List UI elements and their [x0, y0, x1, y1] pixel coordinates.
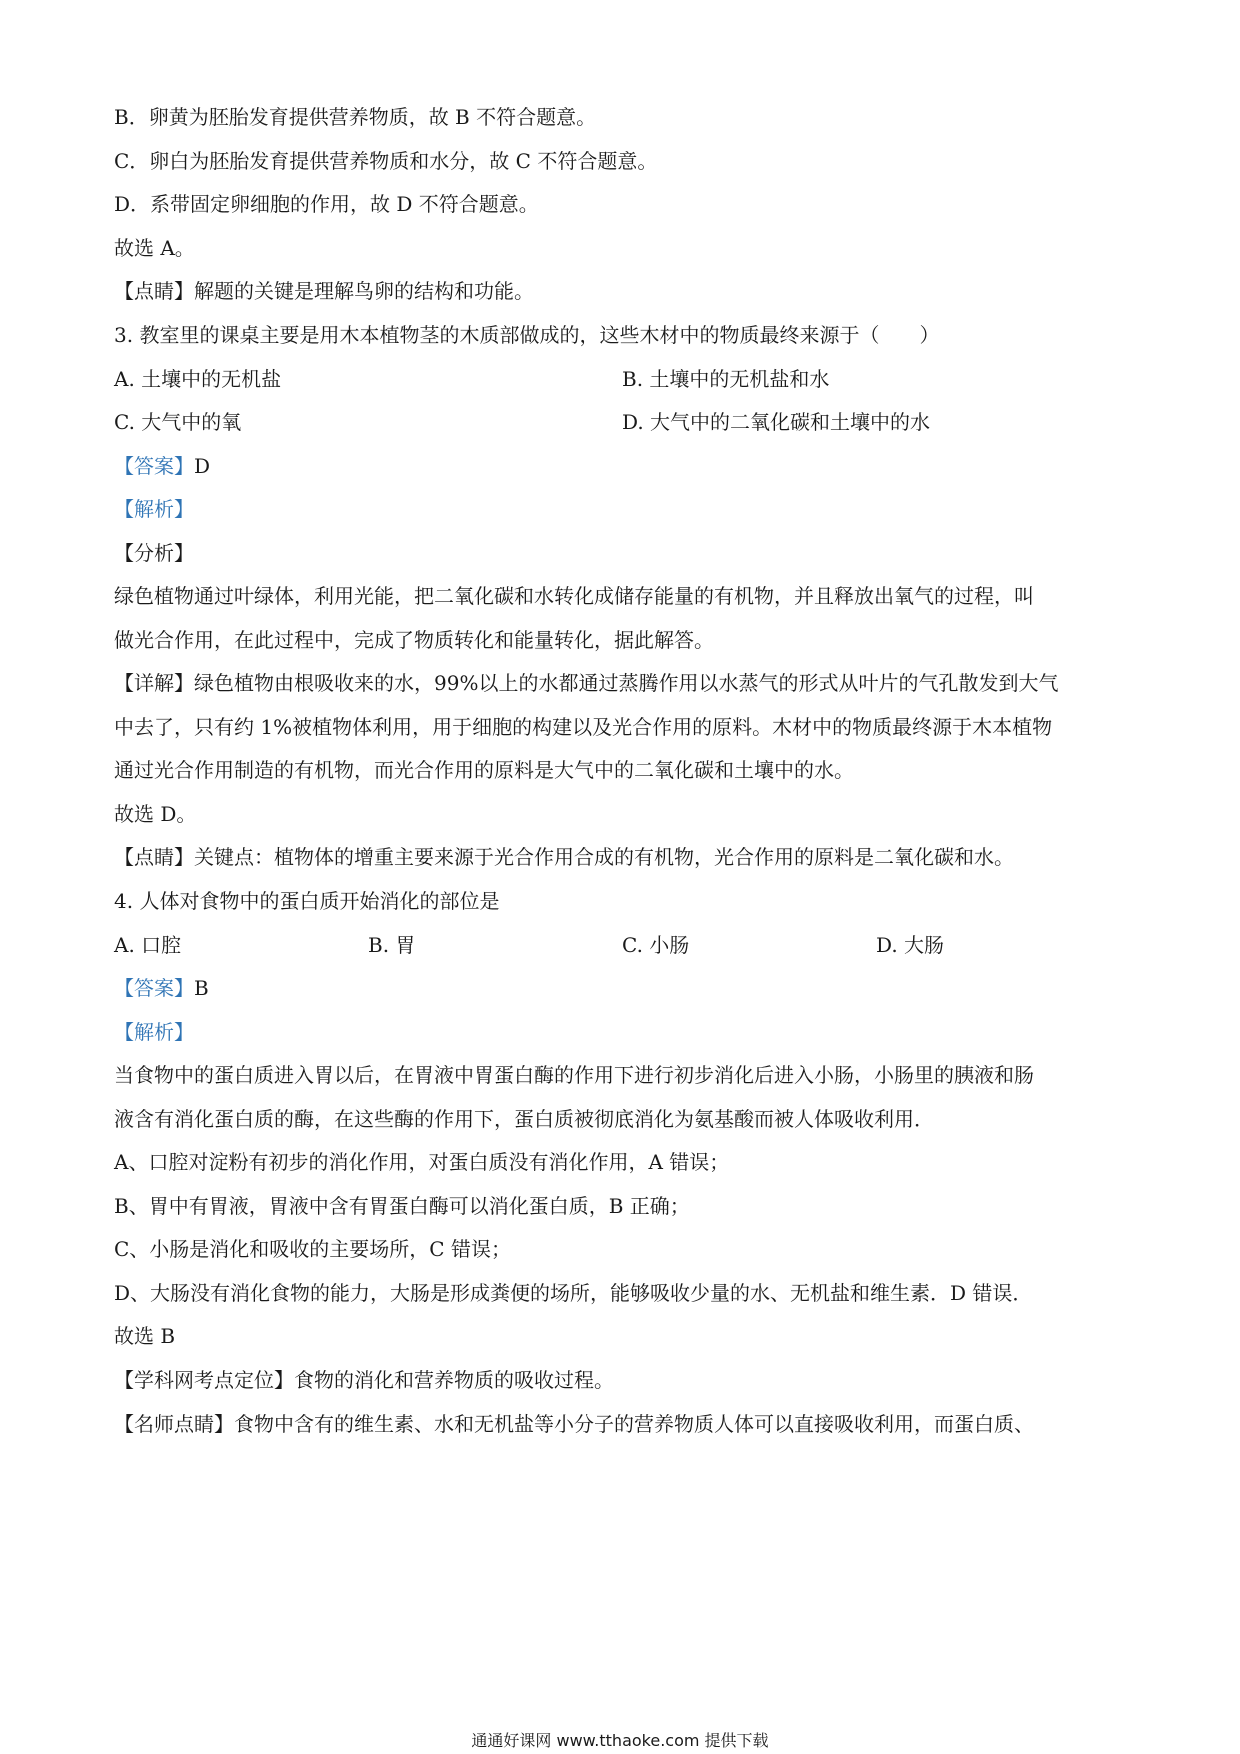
- analysis-4-a: A、口腔对淀粉有初步的消化作用，对蛋白质没有消化作用，A 错误；: [114, 1150, 730, 1174]
- detail-3-line3: 通过光合作用制造的有机物，而光合作用的原料是大气中的二氧化碳和土壤中的水。: [114, 758, 854, 782]
- fenxi-3-line1: 绿色植物通过叶绿体，利用光能，把二氧化碳和水转化成储存能量的有机物，并且释放出氧气的过程，叫: [114, 584, 1034, 608]
- q4-option-c: C. 小肠: [622, 933, 690, 957]
- key-point: [114, 277, 534, 305]
- analysis-4-c: C、小肠是消化和吸收的主要场所，C 错误；: [114, 1237, 511, 1261]
- choice-conclusion: 故选 A。: [114, 236, 195, 260]
- answer-4-value: B: [194, 976, 209, 1000]
- teacher-comment-tag: 【名师点睛】: [114, 1412, 234, 1436]
- analysis-4-d: D、大肠没有消化食物的能力，大肠是形成粪便的场所，能够吸收少量的水、无机盐和维生素．D 错误．: [114, 1281, 1033, 1305]
- detail-3-line1: [114, 669, 1058, 697]
- option-d-explanation: D．系带固定卵细胞的作用，故 D 不符合题意。: [114, 192, 539, 216]
- analysis-4-tag: 【解析】: [114, 1020, 194, 1044]
- option-b-explanation: B．卵黄为胚胎发育提供营养物质，故 B 不符合题意。: [114, 105, 597, 129]
- detail-3-text1: 绿色植物由根吸收来的水，99%以上的水都通过蒸腾作用以水蒸气的形式从叶片的气孔散发到大气: [194, 671, 1059, 695]
- fenxi-3-tag: 【分析】: [114, 541, 194, 565]
- analysis-4-line2: 液含有消化蛋白质的酶，在这些酶的作用下，蛋白质被彻底消化为氨基酸而被人体吸收利用．: [114, 1107, 934, 1131]
- detail-3-line2: 中去了，只有约 1%被植物体利用，用于细胞的构建以及光合作用的原料。木材中的物质最终源于木本植物: [114, 715, 1053, 739]
- answer-4-tag: 【答案】: [114, 976, 194, 1000]
- analysis-4-line1: 当食物中的蛋白质进入胃以后，在胃液中胃蛋白酶的作用下进行初步消化后进入小肠，小肠里的胰液和肠: [114, 1063, 1034, 1087]
- answer-tag: 【答案】: [114, 454, 194, 478]
- analysis-4-b: B、胃中有胃液，胃液中含有胃蛋白酶可以消化蛋白质，B 正确；: [114, 1194, 690, 1218]
- detail-tag: 【详解】: [114, 671, 194, 695]
- q3-option-a: A. 土壤中的无机盐: [114, 367, 282, 391]
- q4-option-b: B. 胃: [368, 933, 416, 957]
- knowledge-point: [114, 1366, 614, 1394]
- teacher-comment: [114, 1410, 1034, 1438]
- q3-option-b: B. 土壤中的无机盐和水: [622, 367, 830, 391]
- key-point-3-text: 关键点：植物体的增重主要来源于光合作用合成的有机物，光合作用的原料是二氧化碳和水。: [194, 845, 1014, 869]
- answer-value: D: [194, 454, 211, 478]
- fenxi-3-line2: 做光合作用，在此过程中，完成了物质转化和能量转化，据此解答。: [114, 628, 714, 652]
- q4-option-a: A. 口腔: [114, 933, 182, 957]
- key-point-3-tag: 【点睛】: [114, 845, 194, 869]
- choice-conclusion-4: 故选 B: [114, 1324, 176, 1348]
- q3-option-c: C. 大气中的氧: [114, 410, 242, 434]
- key-point-tag: 【点睛】: [114, 279, 194, 303]
- q3-option-d: D. 大气中的二氧化碳和土壤中的水: [622, 410, 931, 434]
- knowledge-point-tag: 【学科网考点定位】: [114, 1368, 294, 1392]
- key-point-text: 解题的关键是理解鸟卵的结构和功能。: [194, 279, 534, 303]
- knowledge-point-text: 食物的消化和营养物质的吸收过程。: [294, 1368, 614, 1392]
- option-c-explanation: C．卵白为胚胎发育提供营养物质和水分，故 C 不符合题意。: [114, 149, 658, 173]
- q4-option-d: D. 大肠: [876, 933, 945, 957]
- key-point-3: [114, 843, 1014, 871]
- teacher-comment-text: 食物中含有的维生素、水和无机盐等小分子的营养物质人体可以直接吸收利用，而蛋白质、: [234, 1412, 1034, 1436]
- choice-conclusion-3: 故选 D。: [114, 802, 197, 826]
- answer-4: [114, 974, 209, 1002]
- question-3: 3. 教室里的课桌主要是用木本植物茎的木质部做成的，这些木材中的物质最终来源于（ ）: [114, 323, 940, 347]
- page-footer: 通通好课网 www.tthaoke.com 提供下载: [471, 1731, 769, 1750]
- answer-3: [114, 452, 210, 480]
- analysis-3-tag: 【解析】: [114, 497, 194, 521]
- question-4: 4. 人体对食物中的蛋白质开始消化的部位是: [114, 889, 500, 913]
